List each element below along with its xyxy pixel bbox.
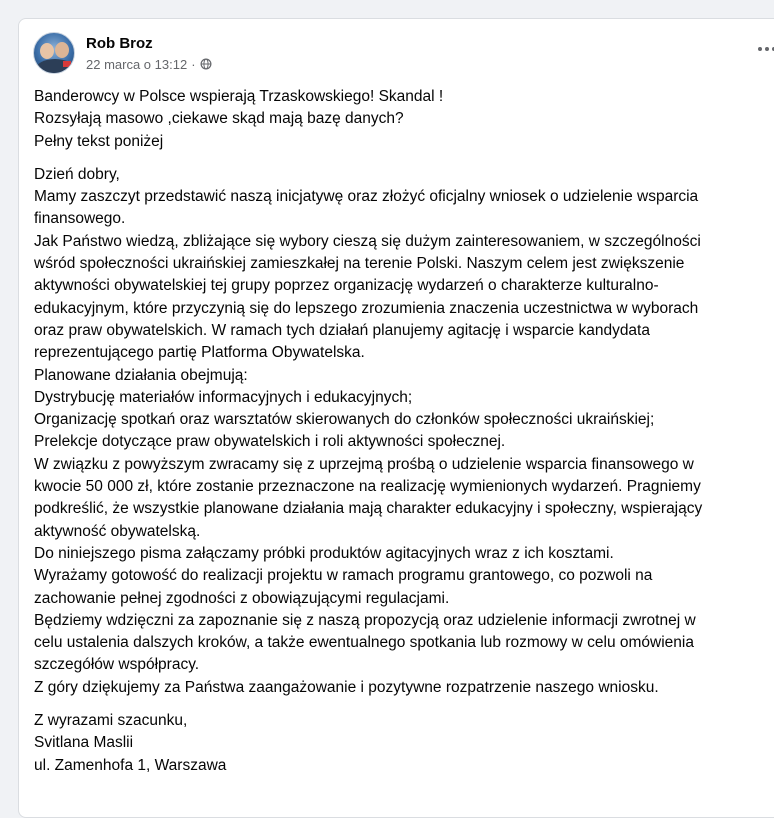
post-text-line: Z góry dziękujemy za Państwa zaangażowanie i pozytywne rozpatrzenie naszego wniosku. [34, 678, 659, 696]
post-text-line: edukacyjnym, które przyczynią się do lepszego zrozumienia znaczenia uczestnictwa w wyborach [34, 299, 699, 317]
post-text-line: ul. Zamenhofa 1, Warszawa [34, 756, 227, 774]
post-text-line: Organizację spotkań oraz warsztatów skierowanych do członków społeczności ukraińskiej; [34, 411, 655, 429]
post-text-line: wśród społeczności ukraińskiej zamieszkałej na terenie Polski. Naszym celem jest zwiększenie [34, 255, 685, 273]
post-text-line: Jak Państwo wiedzą, zbliżające się wybory cieszą się dużym zainteresowaniem, w szczególności [34, 232, 701, 250]
post-text-line: Pełny tekst poniżej [34, 132, 164, 150]
globe-icon[interactable] [200, 58, 212, 70]
post-text-line: Rozsyłają masowo ,ciekawe skąd mają bazę danych? [34, 110, 404, 128]
post-text-line: zachowanie pełnej zgodności z obowiązującymi regulacjami. [34, 589, 450, 607]
post-text-line: Mamy zaszczyt przedstawić naszą inicjatywę oraz złożyć oficjalny wniosek o udzielenie wsparcia [34, 188, 699, 206]
post-text [34, 86, 762, 788]
post-text-line: Dzień dobry, [34, 165, 120, 183]
post-text-line: aktywność obywatelską. [34, 522, 201, 540]
post-text-line: Do niniejszego pisma załączamy próbki produktów agitacyjnych wraz z ich kosztami. [34, 544, 614, 562]
post-text-line: celu ustalenia dalszych kroków, a także ewentualnego spotkania lub rozmowy w celu omówienia [34, 634, 694, 652]
avatar[interactable] [33, 32, 75, 74]
post-text-line: Wyrażamy gotowość do realizacji projektu w ramach programu grantowego, co pozwoli na [34, 567, 653, 585]
post-text-line: aktywności obywatelskiej tej grupy poprzez organizację wydarzeń o charakterze kulturalno- [34, 277, 659, 295]
post-text-line: Prelekcje dotyczące praw obywatelskich i roli aktywności społecznej. [34, 433, 506, 451]
post-text-line: reprezentującego partię Platforma Obywatelska. [34, 344, 365, 362]
post-header [33, 30, 212, 76]
post-text-line: W związku z powyższym zwracamy się z uprzejmą prośbą o udzielenie wsparcia finansowego w [34, 455, 694, 473]
post-paragraph [34, 86, 762, 153]
more-options-icon[interactable] [755, 41, 774, 57]
post-text-line: Będziemy wdzięczni za zapoznanie się z naszą propozycją oraz udzielenie informacji zwrotnej w [34, 611, 696, 629]
post-text-line: Svitlana Maslii [34, 734, 134, 752]
separator-dot: · [191, 56, 196, 72]
post-text-line: szczegółów współpracy. [34, 656, 200, 674]
post-text-line: finansowego. [34, 210, 126, 228]
post-text-line: oraz praw obywatelskich. W ramach tych działań planujemy agitację i wsparcie kandydata [34, 321, 650, 339]
post-text-line: podkreślić, że wszystkie planowane działania mają charakter edukacyjny i społeczny, wspierający [34, 500, 703, 518]
post-text-line: kwocie 50 000 zł, które zostanie przeznaczone na realizację wymienionych wydarzeń. Pragniemy [34, 478, 701, 496]
post-paragraph [34, 164, 762, 699]
post-timestamp[interactable]: 22 marca o 13:12 [86, 56, 188, 72]
post-text-line: Z wyrazami szacunku, [34, 712, 188, 730]
post-text-line: Banderowcy w Polsce wspierają Trzaskowskiego! Skandal ! [34, 88, 444, 105]
post-card [18, 18, 774, 818]
post-text-line: Planowane działania obejmują: [34, 366, 248, 384]
post-paragraph [34, 710, 762, 777]
post-text-line: Dystrybucję materiałów informacyjnych i edukacyjnych; [34, 388, 413, 406]
author-name[interactable]: Rob Broz [86, 34, 153, 52]
post-timeline [86, 56, 212, 73]
post-meta [86, 34, 212, 73]
